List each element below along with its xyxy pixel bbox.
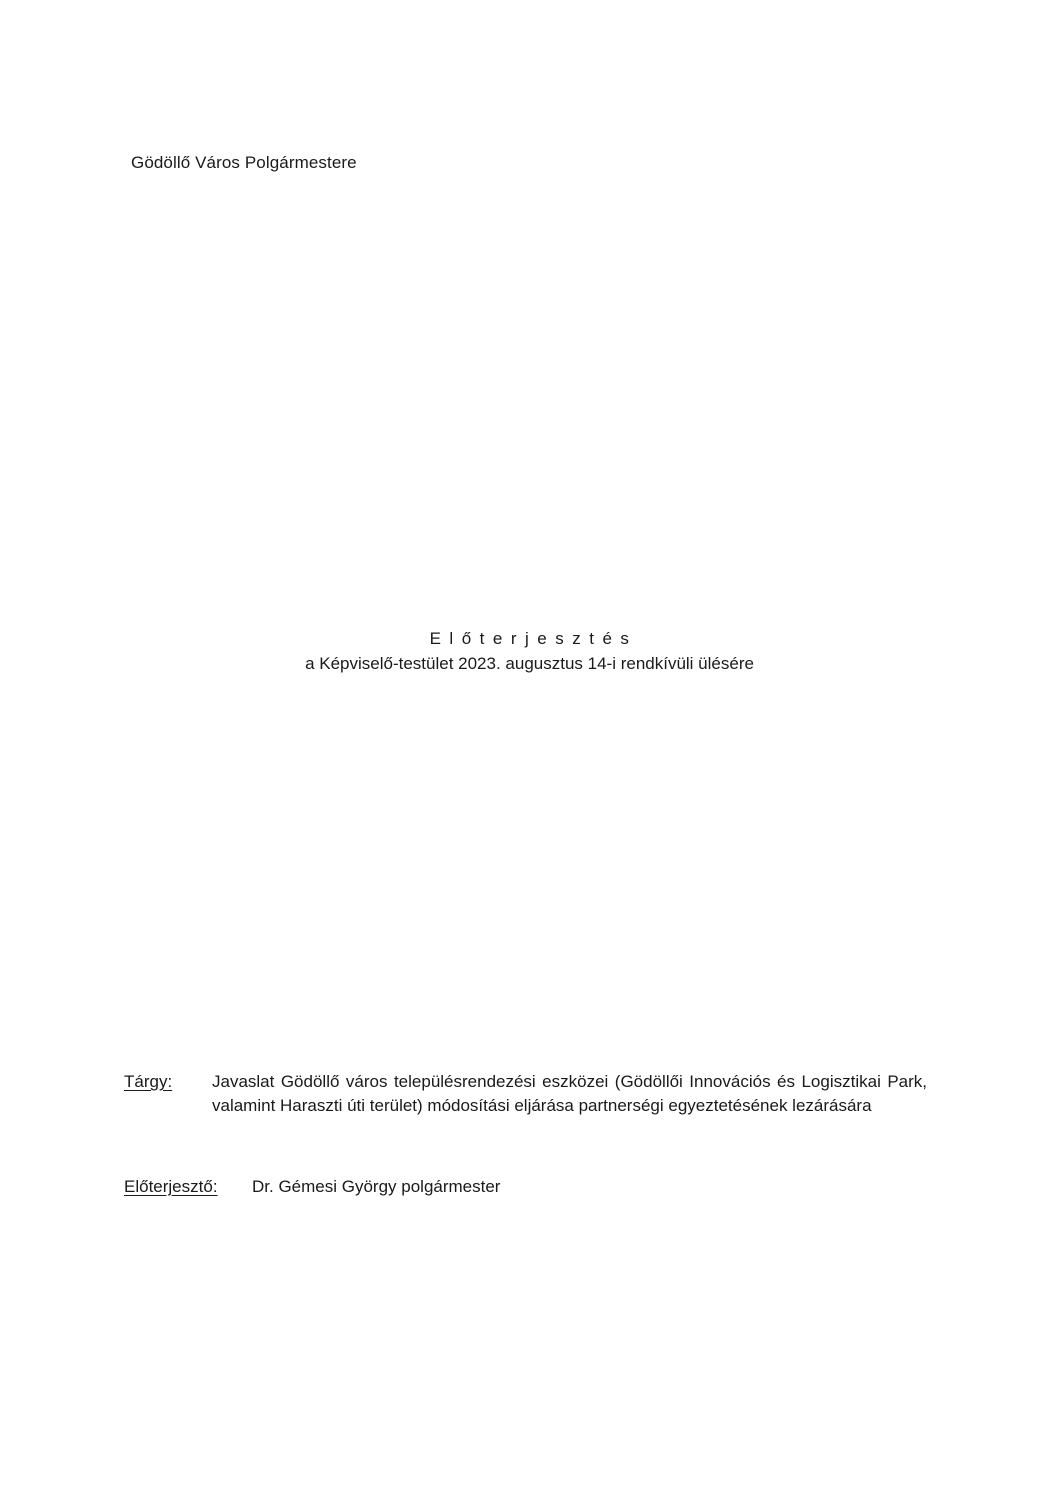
subject-label: Tárgy: (124, 1072, 173, 1091)
title-block (0, 626, 1059, 676)
subject-text: Javaslat Gödöllő város településrendezési eszközei (Gödöllői Innovációs és Logisztikai Park, valamint Haraszti úti terület) módosítási eljárása partnerségi egyeztetésének lezárására (212, 1072, 927, 1115)
document-title: Előterjesztés (429, 629, 638, 648)
document-subtitle: a Képviselő-testület 2023. augusztus 14-i rendkívüli ülésére (305, 654, 754, 673)
presenter-label: Előterjesztő: (124, 1177, 218, 1196)
issuer-line: Gödöllő Város Polgármestere (131, 153, 357, 172)
presenter-text: Dr. Gémesi György polgármester (252, 1177, 501, 1196)
